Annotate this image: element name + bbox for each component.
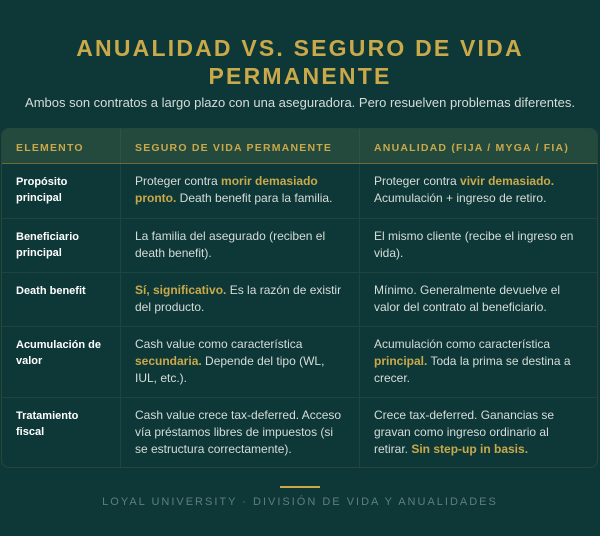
cell-text: Acumulación + ingreso de retiro. xyxy=(374,191,547,205)
table-header-row xyxy=(2,129,597,164)
life-insurance-cell xyxy=(121,327,360,397)
cell-text: Es la razón de existir del producto. xyxy=(135,283,342,314)
row-label: Acumulación de valor xyxy=(2,327,121,397)
cell-text: Crece tax-deferred. Ganancias se gravan como ingreso ordinario al retirar. xyxy=(374,408,555,456)
cell-text: Toda la prima se destina a crecer. xyxy=(374,354,571,385)
page-subtitle: Ambos son contratos a largo plazo con una aseguradora. Pero resuelven problemas diferentes. xyxy=(25,95,575,110)
row-label: Death benefit xyxy=(2,273,121,326)
highlight-text: vivir demasiado. xyxy=(460,174,555,188)
highlight-text: Sin step-up in basis. xyxy=(411,442,529,456)
footer-divider xyxy=(280,486,320,488)
highlight-text: secundaria. xyxy=(135,354,202,368)
cell-text: Proteger contra xyxy=(374,174,461,188)
cell-text: Death benefit para la familia. xyxy=(176,191,333,205)
table-row xyxy=(2,327,597,398)
highlight-text: Sí, significativo. xyxy=(135,283,227,297)
header-anualidad: ANUALIDAD (FIJA / MYGA / FIA) xyxy=(374,142,570,154)
cell-text: La familia del asegurado (reciben el death benefit). xyxy=(135,229,326,260)
table-row xyxy=(2,219,597,273)
annuity-cell xyxy=(360,164,597,218)
footer-text: LOYAL UNIVERSITY · DIVISIÓN DE VIDA Y ANUALIDADES xyxy=(102,496,498,508)
annuity-cell xyxy=(360,398,597,468)
table-row xyxy=(2,398,597,468)
annuity-cell xyxy=(360,273,597,326)
cell-text: Depende del tipo (WL, IUL, etc.). xyxy=(135,354,325,385)
row-label: Beneficiario principal xyxy=(2,219,121,272)
cell-text: Proteger contra xyxy=(135,174,222,188)
table-row xyxy=(2,273,597,327)
life-insurance-cell xyxy=(121,164,360,218)
cell-text: El mismo cliente (recibe el ingreso en vida). xyxy=(374,229,574,260)
cell-text: Mínimo. Generalmente devuelve el valor del contrato al beneficiario. xyxy=(374,283,561,314)
annuity-cell xyxy=(360,219,597,272)
life-insurance-cell xyxy=(121,219,360,272)
header-elemento: ELEMENTO xyxy=(2,129,121,163)
header-seguro-vida: SEGURO DE VIDA PERMANENTE xyxy=(121,129,360,163)
highlight-text: morir demasiado pronto. xyxy=(135,174,318,205)
life-insurance-cell xyxy=(121,398,360,468)
cell-text: Cash value crece tax-deferred. Acceso vía préstamos libres de impuestos (si se estructura correctamente). xyxy=(135,408,342,456)
life-insurance-cell xyxy=(121,273,360,326)
table-row xyxy=(2,164,597,219)
annuity-cell xyxy=(360,327,597,397)
row-label: Propósito principal xyxy=(2,164,121,218)
highlight-text: principal. xyxy=(374,354,428,368)
comparison-table xyxy=(1,128,598,468)
row-label: Tratamiento fiscal xyxy=(2,398,121,468)
page-title: ANUALIDAD VS. SEGURO DE VIDA PERMANENTE xyxy=(76,35,524,89)
cell-text: Acumulación como característica xyxy=(374,337,551,351)
cell-text: Cash value como característica xyxy=(135,337,303,351)
